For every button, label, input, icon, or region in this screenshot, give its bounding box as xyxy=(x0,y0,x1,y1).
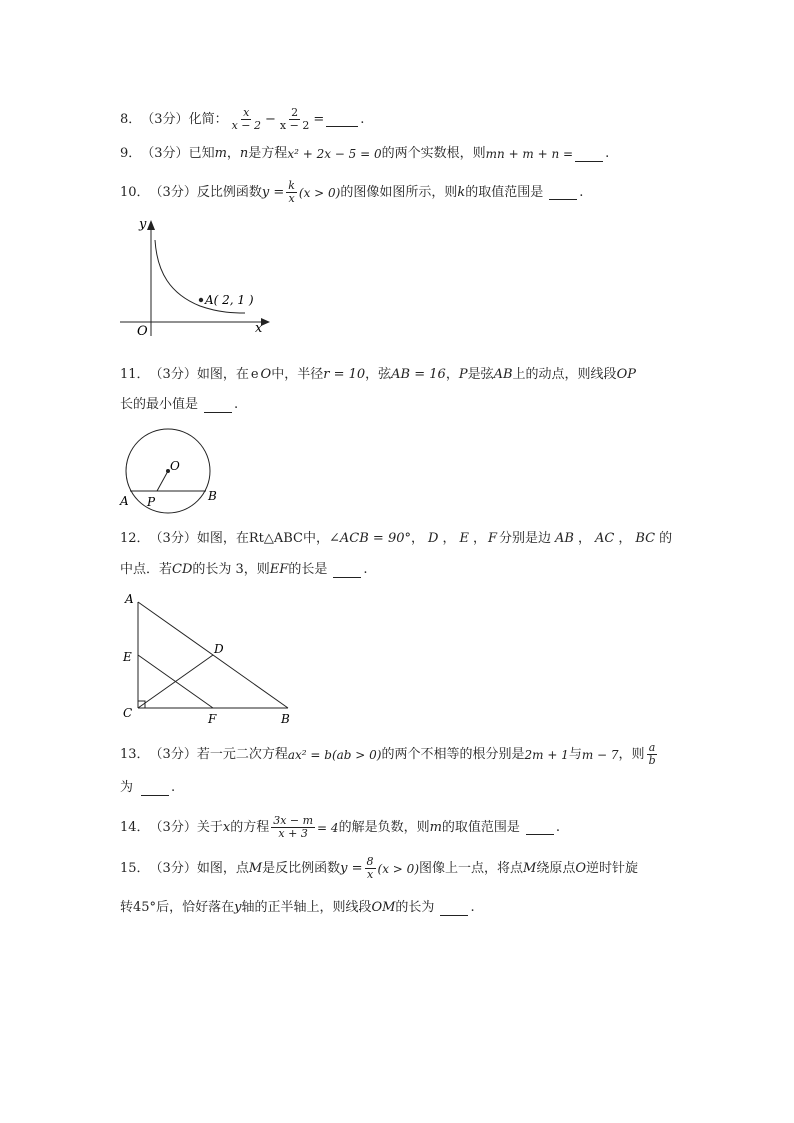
question-8 xyxy=(120,107,364,132)
question-text: 的图像如图所示，则 xyxy=(340,184,458,200)
question-score: （3分） xyxy=(141,111,189,127)
fraction: $\frac{2}{x - 2}$ xyxy=(279,106,310,132)
answer-blank[interactable] xyxy=(549,185,577,200)
math-var: AB xyxy=(493,367,513,382)
question-text: 的 xyxy=(659,531,673,546)
question-text: 中， xyxy=(302,531,329,546)
question-15 xyxy=(120,856,638,881)
question-text: 后，恰好落在 xyxy=(156,900,235,915)
question-number: 14． xyxy=(120,819,150,835)
question-13-line-2 xyxy=(120,779,175,797)
punctuation: . xyxy=(605,146,610,161)
question-text: 关于 xyxy=(196,819,223,835)
punctuation: . xyxy=(360,111,365,127)
question-text: 如图，在 xyxy=(196,531,249,546)
segment-op xyxy=(157,471,168,491)
answer-blank[interactable] xyxy=(204,398,232,413)
punctuation: . xyxy=(234,397,239,412)
question-score: （3分） xyxy=(149,819,197,835)
equation: ax² = b(ab > 0) xyxy=(287,747,382,762)
math-var: M xyxy=(248,860,263,876)
fraction: $\frac{a}{b}$ xyxy=(648,741,656,767)
question-text: 若一元二次方程 xyxy=(196,746,288,762)
question-number: 13． xyxy=(120,746,150,762)
question-text: 化简： xyxy=(188,111,228,127)
math-var: y = xyxy=(261,184,285,200)
x-axis-arrow xyxy=(261,318,270,326)
punctuation: . xyxy=(579,184,584,200)
answer-blank[interactable] xyxy=(326,112,358,127)
question-text: ，弦 xyxy=(365,367,392,382)
question-11-line-2 xyxy=(120,396,238,414)
equation: x² + 2x − 5 = 0 xyxy=(287,147,382,161)
expression: mn + m + n = xyxy=(485,147,574,161)
question-text: 是方程 xyxy=(248,146,288,161)
punctuation: . xyxy=(171,780,176,795)
question-text: 反比例函数 xyxy=(196,184,262,200)
punctuation: ， xyxy=(226,146,240,161)
question-text: ，则 xyxy=(618,746,645,762)
question-text: 是反比例函数 xyxy=(262,860,341,876)
question-text: 转 xyxy=(120,900,134,915)
question-14 xyxy=(120,815,560,840)
question-number: 8． xyxy=(120,111,142,127)
question-11 xyxy=(120,366,636,384)
triangle-name: Rt△ABC xyxy=(248,531,303,546)
question-text: 的方程 xyxy=(230,819,270,835)
expression: r = 10 xyxy=(323,367,366,382)
condition: (x > 0) xyxy=(377,861,419,876)
expression: AB = 16 xyxy=(391,367,446,382)
math-var: AC xyxy=(594,531,615,546)
question-text: 与 xyxy=(568,746,582,762)
question-text: 上的动点，则线段 xyxy=(512,367,617,382)
point-label: A( 2, 1 ) xyxy=(205,293,254,307)
circle-symbol: e xyxy=(250,367,259,382)
angle-expression: ∠ACB = 90° xyxy=(329,531,411,546)
label-d: D xyxy=(214,642,224,656)
math-var: n xyxy=(239,146,249,161)
fraction: $\frac{3x - m}{x + 3}$ xyxy=(273,814,314,840)
operator: = xyxy=(313,111,325,127)
answer-blank[interactable] xyxy=(333,563,361,578)
question-13 xyxy=(120,742,660,767)
question-number: 12． xyxy=(120,531,150,546)
question-score: （3分） xyxy=(149,746,197,762)
question-text: 是弦 xyxy=(467,367,494,382)
question-score: （3分） xyxy=(149,531,197,546)
punctuation: . xyxy=(555,819,561,835)
answer-blank[interactable] xyxy=(526,820,554,835)
triangle-figure xyxy=(118,588,298,728)
question-text: 的取值范围是 xyxy=(441,819,520,835)
question-text: 的解是负数，则 xyxy=(338,819,430,835)
question-9 xyxy=(120,145,609,163)
answer-blank[interactable] xyxy=(141,781,169,796)
fraction: $\frac{8}{x}$ xyxy=(366,855,374,881)
point-a xyxy=(199,298,203,302)
punctuation: ， xyxy=(445,367,459,382)
question-score: （3分） xyxy=(149,367,197,382)
math-var: E xyxy=(459,531,469,546)
question-text: 分别是边 xyxy=(499,531,552,546)
answer-blank[interactable] xyxy=(575,147,603,162)
question-number: 11． xyxy=(120,367,150,382)
fraction: $\frac{k}{x}$ xyxy=(288,179,295,205)
y-label: y xyxy=(139,217,147,232)
math-var: O xyxy=(260,367,272,382)
math-var: OM xyxy=(371,900,396,915)
math-var: CD xyxy=(172,562,193,577)
question-text: 长的最小值是 xyxy=(120,397,199,412)
math-var: OP xyxy=(616,367,636,382)
math-var: O xyxy=(575,860,587,876)
operator: − xyxy=(265,111,276,127)
question-text: 绕原点 xyxy=(536,860,576,876)
math-var: m xyxy=(429,819,442,835)
question-text: 如图，在 xyxy=(196,367,249,382)
question-text: 为 xyxy=(120,780,134,795)
x-label: x xyxy=(255,321,263,336)
math-var: x xyxy=(222,819,231,835)
math-var: BC xyxy=(635,531,656,546)
math-var: P xyxy=(458,367,468,382)
angle-value: 45° xyxy=(133,900,157,915)
math-var: y = xyxy=(340,860,363,876)
question-number: 10． xyxy=(120,184,150,200)
condition: (x > 0) xyxy=(298,185,341,200)
inverse-function-graph xyxy=(115,212,275,340)
question-15-line-2 xyxy=(120,899,475,917)
question-text: 的取值范围是 xyxy=(465,184,544,200)
answer-blank[interactable] xyxy=(440,901,468,916)
question-number: 15． xyxy=(120,860,150,876)
label-a: A xyxy=(120,494,129,508)
question-text: 图像上一点，将点 xyxy=(419,860,524,876)
question-score: （3分） xyxy=(149,184,197,200)
question-12: 12． （3分） 如图，在 Rt△ABC 中， ∠ACB = 90° ， D ， E ， F 分别是边 AB ， AC ， BC 的 xyxy=(120,531,673,546)
math-var: m xyxy=(214,146,227,161)
punctuation: . xyxy=(363,562,368,577)
question-10 xyxy=(120,180,583,205)
expression: = 4 xyxy=(317,820,339,835)
question-text: 中点．若 xyxy=(120,562,173,577)
punctuation: ， xyxy=(410,531,424,546)
math-var: D xyxy=(428,531,439,546)
math-var: k xyxy=(457,184,466,200)
question-text: 的两个实数根，则 xyxy=(381,146,486,161)
question-text: 的长为 xyxy=(395,900,435,915)
math-var: F xyxy=(487,531,497,546)
label-b: B xyxy=(208,489,217,503)
label-o: O xyxy=(170,459,180,473)
math-var: AB xyxy=(555,531,574,546)
expression: 2m + 1 xyxy=(524,747,569,762)
label-e: E xyxy=(123,650,132,664)
question-score: （3分） xyxy=(149,860,197,876)
question-text: 已知 xyxy=(188,146,215,161)
label-f: F xyxy=(208,712,217,726)
question-text: 的两个不相等的根分别是 xyxy=(381,746,525,762)
question-score: （3分） xyxy=(141,146,189,161)
question-text: 逆时针旋 xyxy=(586,860,639,876)
y-axis-arrow xyxy=(147,220,155,230)
punctuation: . xyxy=(470,900,475,915)
fraction: $\frac{x}{x - 2}$ xyxy=(231,106,261,132)
label-c: C xyxy=(123,706,133,720)
math-var: y xyxy=(234,900,242,915)
question-text: 如图，点 xyxy=(196,860,249,876)
question-number: 9． xyxy=(120,146,142,161)
question-text: 中，半径 xyxy=(271,367,324,382)
question-text: 轴的正半轴上，则线段 xyxy=(241,900,372,915)
math-var: M xyxy=(523,860,537,876)
math-var: EF xyxy=(269,562,289,577)
origin-label: O xyxy=(137,324,148,339)
expression: m − 7 xyxy=(581,747,619,762)
question-12-line-2 xyxy=(120,561,367,579)
question-text: 的长是 xyxy=(288,562,328,577)
label-b: B xyxy=(281,712,290,726)
label-a: A xyxy=(125,592,134,606)
question-text: 的长为 3，则 xyxy=(192,562,270,577)
label-p: P xyxy=(147,495,156,509)
circle-figure xyxy=(112,425,224,517)
